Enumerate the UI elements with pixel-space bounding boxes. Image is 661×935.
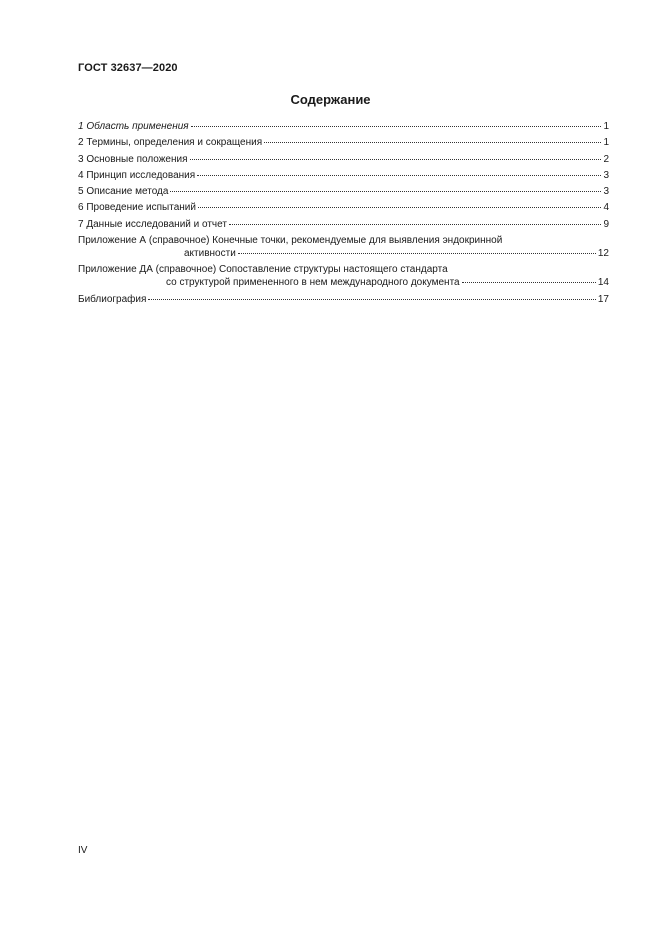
toc-entry-testing[interactable]	[78, 201, 609, 214]
toc-entry-label: 3 Основные положения	[78, 153, 188, 165]
dot-leader	[462, 281, 596, 283]
toc-entry-page: 14	[597, 277, 609, 289]
toc-entry-label-continued: активности	[184, 248, 236, 260]
toc-entry-basics[interactable]	[78, 153, 609, 166]
dot-leader	[229, 223, 601, 225]
toc-entry-label: Приложение ДА (справочное) Сопоставление структуры настоящего стандарта	[78, 264, 448, 276]
toc-entry-page: 9	[603, 218, 609, 230]
toc-entry-label: Библиография	[78, 293, 147, 305]
toc-entry-page: 1	[603, 137, 609, 149]
toc-entry-label: 1 Область применения	[78, 121, 189, 132]
toc-entry-appendix-da[interactable]	[78, 263, 609, 289]
toc-entry-bibliography[interactable]	[78, 293, 609, 306]
toc-entry-label-continued: со структурой примененного в нем международного документа	[166, 277, 460, 289]
toc-entry-report[interactable]	[78, 218, 609, 231]
toc-entry-page: 12	[597, 248, 609, 260]
toc-title: Содержание	[290, 92, 371, 107]
toc-entry-page: 4	[603, 202, 609, 214]
toc-entry-page: 1	[603, 121, 609, 132]
toc-entry-page: 2	[603, 153, 609, 165]
dot-leader	[190, 158, 602, 160]
dot-leader	[238, 252, 596, 254]
toc-entry-terms[interactable]	[78, 136, 609, 149]
page-number: IV	[78, 845, 88, 856]
toc-entry-label: Приложение А (справочное) Конечные точки, рекомендуемые для выявления эндокринной	[78, 235, 503, 247]
toc-entry-appendix-a[interactable]	[78, 234, 609, 260]
toc-entry-label: 2 Термины, определения и сокращения	[78, 137, 263, 149]
dot-leader	[191, 125, 602, 127]
toc-entry-page: 17	[597, 293, 609, 305]
toc-entry-page: 3	[603, 186, 609, 198]
toc-entry-scope[interactable]	[78, 120, 609, 133]
table-of-contents	[78, 120, 609, 309]
toc-entry-label: 6 Проведение испытаний	[78, 202, 196, 214]
toc-entry-label: 7 Данные исследований и отчет	[78, 218, 227, 230]
toc-entry-page: 3	[603, 169, 609, 181]
toc-entry-principle[interactable]	[78, 169, 609, 182]
dot-leader	[264, 141, 601, 143]
toc-entry-label: 4 Принцип исследования	[78, 169, 196, 181]
dot-leader	[170, 190, 601, 192]
dot-leader	[148, 298, 595, 300]
dot-leader	[197, 174, 601, 176]
document-code: ГОСТ 32637—2020	[78, 62, 178, 74]
dot-leader	[198, 206, 601, 208]
toc-entry-label: 5 Описание метода	[78, 186, 169, 198]
toc-entry-method[interactable]	[78, 185, 609, 198]
